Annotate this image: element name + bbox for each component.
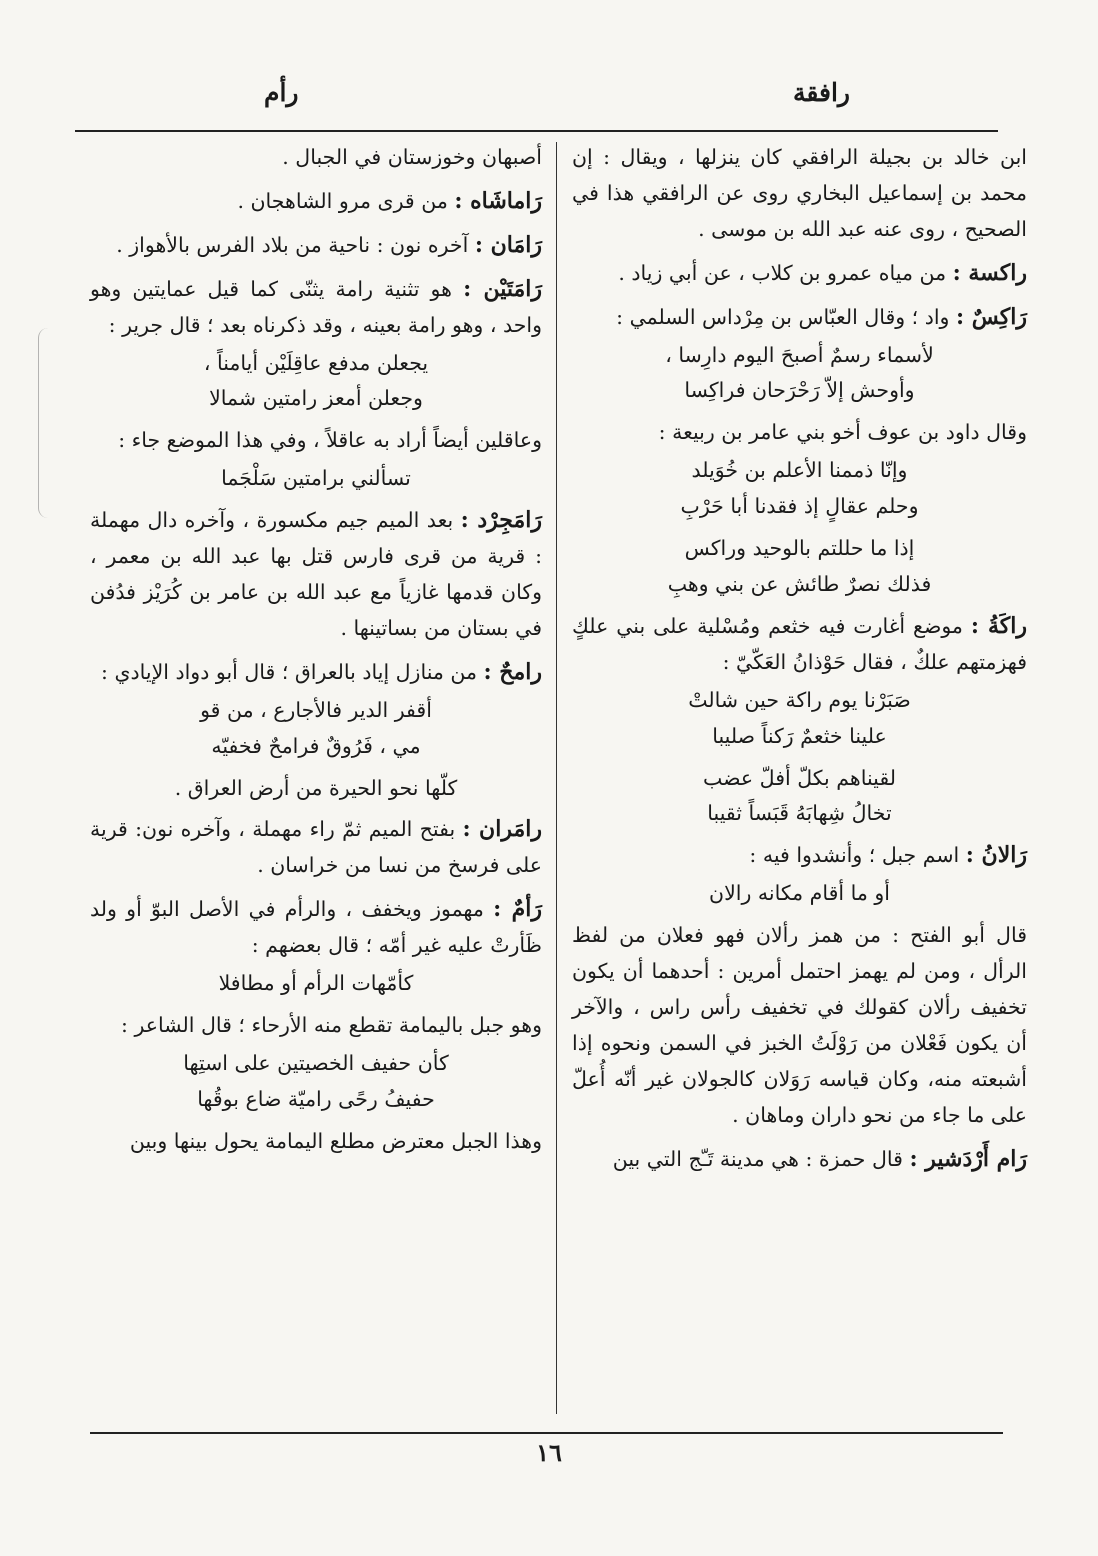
verse bbox=[572, 876, 1027, 912]
text-paragraph bbox=[90, 423, 542, 459]
verse-line: علينا خثعمٌ رَكناً صليبا bbox=[712, 723, 887, 748]
dictionary-entry bbox=[90, 228, 542, 264]
dictionary-entry bbox=[90, 812, 542, 884]
entry-text: أصبهان وخوزستان في الجبال . bbox=[282, 145, 542, 169]
verse bbox=[90, 966, 542, 1002]
entry-text: موضع أغارت فيه خثعم ومُسْلية على بني علكٍ فهزمتهم علكٌ ، فقال حَوْذانُ العَكّيّ : bbox=[572, 613, 1027, 674]
column-divider bbox=[556, 142, 557, 1414]
dictionary-entry bbox=[572, 1142, 1027, 1178]
entry-headword: راكسة : bbox=[952, 259, 1027, 286]
running-head-left: رأم bbox=[264, 78, 299, 107]
verse-line: كأمّهات الرأم أو مطافلا bbox=[218, 971, 414, 996]
verse-line: وجعلن أمعز رامتين شمالا bbox=[209, 386, 423, 411]
dictionary-entry bbox=[90, 503, 542, 647]
dictionary-entry bbox=[90, 892, 542, 964]
verse-line: إذا ما حللتم بالوحيد وراكس bbox=[684, 536, 915, 561]
verse-line: وحلم عقالٍ إذ فقدنا أبا حَرْبِ bbox=[680, 494, 919, 519]
entry-text: من قرى مرو الشاهجان . bbox=[237, 188, 455, 213]
entry-text: قال أبو الفتح : من همز رألان فهو فعلان من لفظ الرأل ، ومن لم يهمز احتمل أمرين : أحدهما أن يكون تخفيف رألان كقولك في تخفيف رأس راس ، والآخر أن يكون فَعْلان من رَوْلَتُ الخبز في السمن ونحوه إذا أشبعته منه، وكان قياسه رَوَلان كالجولان غير أنّه أُعلّ على ما جاء من نحو داران وماهان . bbox=[572, 923, 1027, 1127]
entry-text: وهذا الجبل معترض مطلع اليمامة يحول بينها وبين bbox=[129, 1128, 542, 1153]
verse-line: يجعلن مدفع عاقِلَيْن أيامناً ، bbox=[203, 350, 429, 375]
entry-text: من منازل إياد بالعراق ؛ قال أبو دواد الإيادي : bbox=[101, 659, 484, 684]
verse-line: كلّها نحو الحيرة من أرض العراق . bbox=[174, 775, 458, 800]
verse bbox=[90, 346, 542, 418]
entry-headword: رَأمٌ : bbox=[493, 896, 542, 923]
entry-text: وهو جبل باليمامة تقطع منه الأرحاء ؛ قال الشاعر : bbox=[121, 1012, 542, 1037]
page-number: ١٦ bbox=[536, 1438, 562, 1467]
verse-line: أقفر الدير فالأجارع ، من قو bbox=[200, 697, 432, 722]
entry-headword: رَالانُ : bbox=[965, 842, 1027, 869]
entry-text: واد ؛ وقال العبّاس بن مِرْداس السلمي : bbox=[616, 304, 956, 329]
footer-rule bbox=[90, 1432, 1003, 1434]
margin-pencil-mark bbox=[38, 328, 57, 518]
verse bbox=[90, 461, 542, 497]
entry-headword: رَامَان : bbox=[474, 231, 542, 258]
verse-line: أو ما أقام مكانه رالان bbox=[709, 881, 890, 906]
verse bbox=[90, 771, 542, 807]
running-head-right: رافقة bbox=[792, 78, 850, 107]
entry-text: وقال داود بن عوف أخو بني عامر بن ربيعة : bbox=[658, 420, 1027, 445]
verse-line: لقيناهم بكلّ أفلّ عضب bbox=[703, 765, 896, 790]
verse-line: تخالُ شِهابَهُ قَبَساً ثقيبا bbox=[707, 801, 892, 826]
verse bbox=[90, 693, 542, 765]
dictionary-entry bbox=[572, 300, 1027, 336]
verse-line: وإنّا ذممنا الأعلم بن خُوَيلد bbox=[691, 458, 908, 483]
entry-text: آخره نون : ناحية من بلاد الفرس بالأهواز . bbox=[116, 232, 475, 257]
text-paragraph bbox=[572, 140, 1027, 248]
header-rule bbox=[75, 130, 998, 132]
right-column bbox=[572, 140, 1027, 1177]
entry-headword: رَاماشَاه : bbox=[454, 187, 542, 214]
verse bbox=[572, 683, 1027, 755]
verse-line: مي ، فَرُوقٌ فرامحٌ فخفيّه bbox=[211, 733, 421, 758]
verse-line: كأن حفيف الخصيتين على استِها bbox=[183, 1050, 449, 1075]
text-paragraph bbox=[90, 140, 542, 176]
entry-text: قال حمزة : هي مدينة تَـّج التي بين bbox=[612, 1146, 910, 1171]
text-paragraph bbox=[90, 1124, 542, 1160]
left-column bbox=[90, 140, 542, 1160]
entry-text: من مياه عمرو بن كلاب ، عن أبي زياد . bbox=[618, 260, 953, 285]
verse-line: فذلك نصرٌ طائش عن بني وهبِ bbox=[667, 571, 932, 596]
dictionary-entry bbox=[572, 838, 1027, 874]
entry-headword: رامحٌ : bbox=[483, 658, 542, 685]
dictionary-entry bbox=[90, 184, 542, 220]
entry-headword: راكَةُ : bbox=[970, 612, 1027, 639]
verse-line: صَبَرْنا يوم راكة حين شالتْ bbox=[688, 687, 911, 712]
entry-headword: رَامَجِرْد : bbox=[460, 507, 542, 534]
entry-text: وعاقلين أيضاً أراد به عاقلاً ، وفي هذا الموضع جاء : bbox=[118, 428, 542, 453]
verse-line: وأوحش إلاّ رَحْرَحان فراكِسا bbox=[684, 378, 915, 403]
text-paragraph bbox=[572, 918, 1027, 1133]
entry-text: بعد الميم جيم مكسورة ، وآخره دال مهملة : قرية من قرى فارس قتل بها عبد الله بن معمر ، وكان قدمها غازياً مع عبد الله بن عامر بن كُرَيْز فدُفن في بستان من بساتينها . bbox=[90, 508, 542, 640]
dictionary-entry bbox=[572, 256, 1027, 292]
entry-headword: رَاكِسٌ : bbox=[955, 303, 1027, 330]
entry-text: ابن خالد بن بجيلة الرافقي كان ينزلها ، ويقال : إن محمد بن إسماعيل البخاري روى عن الرافقي هذا في الصحيح ، روى عنه عبد الله بن موسى . bbox=[572, 145, 1027, 241]
verse bbox=[572, 531, 1027, 603]
verse bbox=[572, 453, 1027, 525]
entry-headword: رَام أَرْدَشير : bbox=[909, 1145, 1027, 1172]
dictionary-entry bbox=[572, 609, 1027, 681]
entry-headword: رَامَتَيْن : bbox=[463, 275, 542, 302]
text-paragraph bbox=[90, 1008, 542, 1044]
verse-line: حفيفُ رحًى راميّة ضاع بوقُها bbox=[197, 1086, 435, 1111]
verse bbox=[90, 1046, 542, 1118]
verse-line: تسألني برامتين سَلْجَما bbox=[221, 466, 411, 491]
entry-text: هو تثنية رامة يثنّى كما قيل عمايتين وهو واحد ، وهو رامة بعينه ، وقد ذكرناه بعد ؛ قال جرير : bbox=[90, 276, 542, 337]
entry-text: مهموز ويخفف ، والرأم في الأصل البوّ أو ولد ظَأرتْ عليه غير أمّه ؛ قال بعضهم : bbox=[90, 897, 542, 958]
dictionary-entry bbox=[90, 272, 542, 344]
verse-line: لأسماء رسمٌ أصبحَ اليوم دارِسا ، bbox=[665, 342, 934, 367]
verse bbox=[572, 761, 1027, 833]
text-paragraph bbox=[572, 415, 1027, 451]
entry-headword: رامَران : bbox=[462, 816, 542, 843]
entry-text: اسم جبل ؛ وأنشدوا فيه : bbox=[749, 843, 966, 868]
verse bbox=[572, 338, 1027, 410]
entry-text: بفتح الميم ثمّ راء مهملة ، وآخره نون: قرية على فرسخ من نسا من خراسان . bbox=[90, 817, 542, 878]
dictionary-entry bbox=[90, 655, 542, 691]
